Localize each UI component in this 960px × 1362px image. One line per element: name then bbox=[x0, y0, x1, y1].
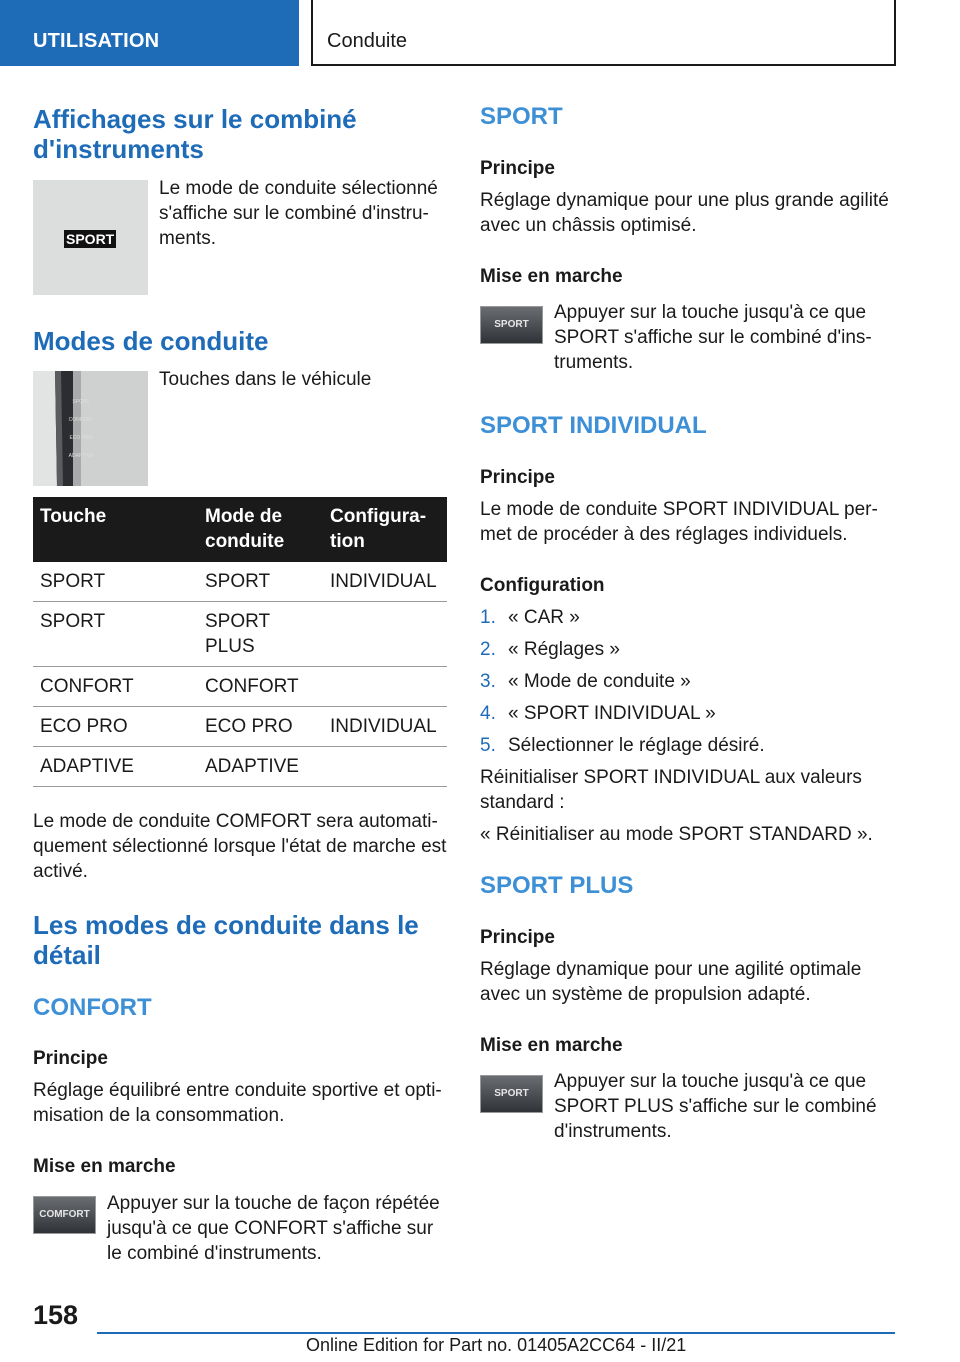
table-row bbox=[33, 707, 447, 747]
heading-affichages: Affichages sur le combiné d'instruments bbox=[33, 104, 357, 164]
step-text: « CAR » bbox=[508, 607, 580, 628]
sport-plus-button-label: SPORT bbox=[494, 1088, 529, 1099]
comfort-button-label: COMFORT bbox=[39, 1209, 90, 1220]
table-cell: SPORT PLUS bbox=[198, 602, 323, 667]
plus-mise-content: Appuyer sur la touche jusqu'à ce que SPORT PLUS s'affiche sur le combiné d'instruments. bbox=[554, 1071, 877, 1142]
heading-modes: Modes de conduite bbox=[33, 326, 269, 356]
affichages-text: Le mode de conduite sélectionné s'affiche sur le combiné d'instru-ments. bbox=[159, 178, 438, 249]
table-cell: SPORT bbox=[33, 562, 198, 602]
heading-sport: SPORT bbox=[480, 103, 563, 130]
sport-button-label: SPORT bbox=[494, 319, 529, 330]
section-tab bbox=[0, 0, 299, 66]
plus-principe-text: Réglage dynamique pour une agilité optimale avec un système de propulsion adapté. bbox=[480, 959, 862, 1005]
chapter-tab bbox=[311, 0, 896, 66]
step-number: 1. bbox=[480, 607, 496, 628]
after-table-text: Le mode de conduite COMFORT sera automati-quement sélectionné lorsque l'état de marche est activé. bbox=[33, 811, 447, 882]
footer-divider bbox=[97, 1332, 895, 1334]
table-cell: CONFORT bbox=[198, 667, 323, 707]
step-number: 3. bbox=[480, 671, 496, 692]
step-text: « SPORT INDIVIDUAL » bbox=[508, 703, 716, 724]
sport-plus-button-image bbox=[480, 1075, 543, 1113]
table-cell: ECO PRO bbox=[33, 707, 198, 747]
footer-edition: Online Edition for Part no. 01405A2CC64 - II/21 bbox=[306, 1335, 687, 1355]
heading-sport-plus: SPORT PLUS bbox=[480, 872, 634, 899]
table-row bbox=[33, 602, 447, 667]
subheading-principe: Principe bbox=[480, 467, 555, 488]
table-header: Configura-tion bbox=[323, 497, 447, 562]
subheading-principe: Principe bbox=[33, 1048, 108, 1069]
heading-sport-individual: SPORT INDIVIDUAL bbox=[480, 412, 707, 439]
table-cell: INDIVIDUAL bbox=[323, 562, 447, 602]
table-cell bbox=[323, 747, 447, 787]
step-number: 2. bbox=[480, 639, 496, 660]
confort-mise-content: Appuyer sur la touche de façon répétée jusqu'à ce que CONFORT s'affiche sur le combiné d'instruments. bbox=[107, 1193, 440, 1264]
configuration-steps bbox=[480, 602, 894, 762]
individual-principe-text: Le mode de conduite SPORT INDIVIDUAL per-met de procéder à des réglages individuels. bbox=[480, 499, 878, 545]
step-text: « Mode de conduite » bbox=[508, 671, 691, 692]
list-item bbox=[480, 634, 894, 666]
list-item bbox=[480, 602, 894, 634]
subheading-mise-en-marche: Mise en marche bbox=[480, 266, 623, 287]
console-label-sport: SPORT bbox=[72, 399, 90, 405]
heading-confort: CONFORT bbox=[33, 994, 152, 1021]
console-label-adaptive: ADAPTIVE bbox=[68, 453, 94, 459]
list-item bbox=[480, 730, 894, 762]
table-header-row bbox=[33, 497, 447, 562]
modes-table bbox=[33, 497, 447, 787]
sport-button-image bbox=[480, 306, 543, 344]
table-row bbox=[33, 747, 447, 787]
table-cell: SPORT bbox=[198, 562, 323, 602]
comfort-button-image bbox=[33, 1196, 96, 1234]
table-cell: ECO PRO bbox=[198, 707, 323, 747]
table-cell: ADAPTIVE bbox=[33, 747, 198, 787]
subheading-configuration: Configuration bbox=[480, 575, 605, 596]
modes-text: Touches dans le véhicule bbox=[159, 369, 372, 390]
reset-text: Réinitialiser SPORT INDIVIDUAL aux valeurs standard : bbox=[480, 767, 862, 813]
list-item bbox=[480, 698, 894, 730]
reset-action-text: « Réinitialiser au mode SPORT STANDARD ». bbox=[480, 824, 873, 845]
heading-detail: Les modes de conduite dans le détail bbox=[33, 910, 419, 970]
sport-mise-text bbox=[554, 300, 894, 375]
console-buttons-image bbox=[33, 371, 148, 486]
console-label-confort: CONFORT bbox=[68, 417, 94, 423]
table-header: Mode de conduite bbox=[198, 497, 323, 562]
confort-mise-text bbox=[107, 1191, 447, 1266]
list-item bbox=[480, 666, 894, 698]
table-cell: SPORT bbox=[33, 602, 198, 667]
console-label-ecopro: ECO PRO bbox=[69, 435, 93, 441]
subheading-mise-en-marche: Mise en marche bbox=[33, 1156, 176, 1177]
subheading-principe: Principe bbox=[480, 158, 555, 179]
confort-principe-text: Réglage équilibré entre conduite sportive et opti-misation de la consommation. bbox=[33, 1080, 442, 1126]
table-cell bbox=[323, 667, 447, 707]
chapter-title: Conduite bbox=[327, 30, 408, 52]
table-cell: INDIVIDUAL bbox=[323, 707, 447, 747]
sport-principe-text: Réglage dynamique pour une plus grande agilité avec un châssis optimisé. bbox=[480, 190, 889, 236]
table-row bbox=[33, 562, 447, 602]
table-cell: CONFORT bbox=[33, 667, 198, 707]
section-title: UTILISATION bbox=[33, 30, 160, 52]
step-text: Sélectionner le réglage désiré. bbox=[508, 735, 765, 756]
cluster-display-image bbox=[33, 180, 148, 295]
table-header: Touche bbox=[33, 497, 198, 562]
table-cell bbox=[323, 602, 447, 667]
plus-mise-text bbox=[554, 1069, 894, 1144]
step-text: « Réglages » bbox=[508, 639, 620, 660]
sport-mise-content: Appuyer sur la touche jusqu'à ce que SPORT s'affiche sur le combiné d'ins-truments. bbox=[554, 302, 872, 373]
subheading-mise-en-marche: Mise en marche bbox=[480, 1035, 623, 1056]
sport-display-label: SPORT bbox=[66, 231, 115, 247]
table-row bbox=[33, 667, 447, 707]
page-number: 158 bbox=[33, 1300, 79, 1330]
step-number: 4. bbox=[480, 703, 496, 724]
subheading-principe: Principe bbox=[480, 927, 555, 948]
table-cell: ADAPTIVE bbox=[198, 747, 323, 787]
step-number: 5. bbox=[480, 735, 496, 756]
